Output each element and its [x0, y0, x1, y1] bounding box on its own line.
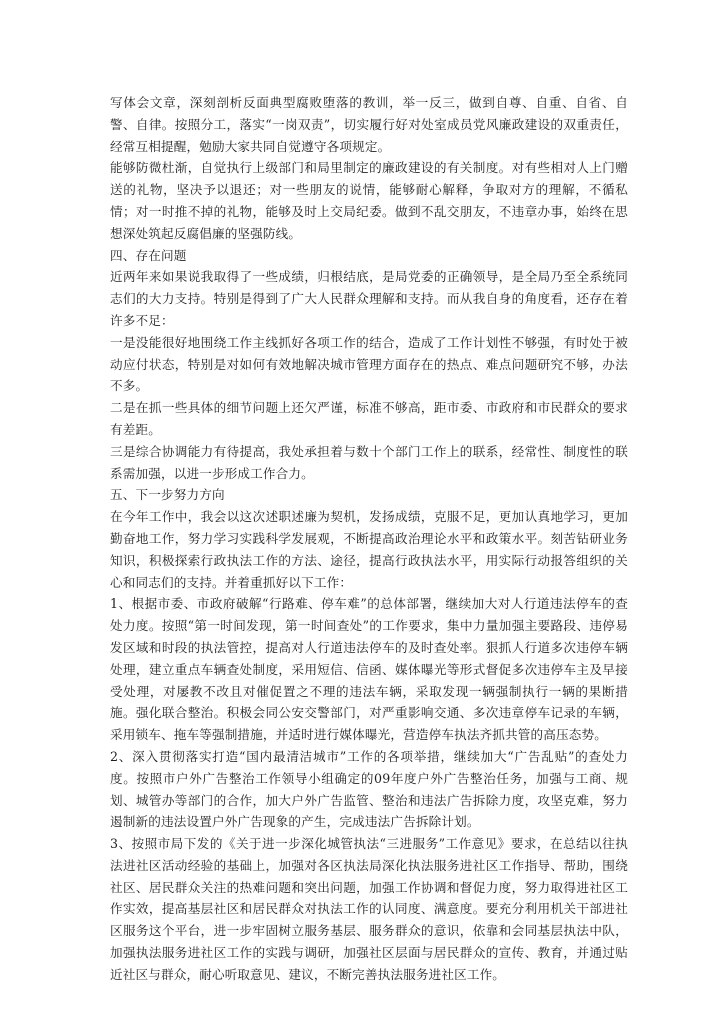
paragraph-problem-one: 一是没能很好地围绕工作主线抓好各项工作的结合，造成了工作计划性不够强，有时处于被动应付状态，特别是对如何有效地解决城市管理方面存在的热点、难点问题研究不够，办法不多。	[110, 334, 628, 394]
paragraph-task-two: 2、深入贯彻落实打造“国内最清洁城市”工作的各项举措，继续加大“广告乱贴”的查处力度。按照市户外广告整治工作领导小组确定的09年度户外广告整治任务，加强与工商、规划、城管办等部门的合作，加大户外广告监管、整治和违法广告拆除力度，攻坚克难，努力遏制新的违法设置户外广告现象的产生，完成违法广告拆除计划。	[110, 748, 628, 830]
section-heading-next-steps: 五、下一步努力方向	[110, 487, 225, 503]
paragraph-problem-three: 三是综合协调能力有待提高，我处承担着与数十个部门工作上的联系，经常性、制度性的联系需加强，以进一步形成工作合力。	[110, 443, 628, 481]
paragraph-integrity-study: 写体会文章，深刻剖析反面典型腐败堕落的教训，举一反三，做到自尊、自重、自省、自警、自律。按照分工，落实“一岗双责”，切实履行好对处室成员党风廉政建设的双重责任，经常互相提醒，勉励大家共同自觉遵守各项规定。	[110, 95, 628, 154]
paragraph-task-one: 1、根据市委、市政府破解“行路难、停车难”的总体部署，继续加大对人行道违法停车的查处力度。按照“第一时间发现，第一时间查处”的工作要求，集中力量加强主要路段、违停易发区域和时段的执法管控，提高对人行道违法停车的及时查处率。狠抓人行道多次违停车辆处理，建立重点车辆查处制度，采用短信、信函、媒体曝光等形式督促多次违停车主及早接受处理，对屡教不改且对催促置之不理的违法车辆，采取发现一辆强制执行一辆的果断措施。强化联合整治。积极会同公安交警部门，对严重影响交通、多次违章停车记录的车辆，采用锁车、拖车等强制措施，并适时进行媒体曝光，营造停车执法齐抓共管的高压态势。	[110, 596, 628, 743]
section-heading-problems: 四、存在问题	[110, 247, 187, 263]
paragraph-problems-intro: 近两年来如果说我取得了一些成绩，归根结底，是局党委的正确领导，是全局乃至全系统同志们的大力支持。特别是得到了广大人民群众理解和支持。而从我自身的角度看，还存在着许多不足：	[110, 269, 628, 328]
document-body	[110, 92, 628, 986]
paragraph-next-steps-intro: 在今年工作中，我会以这次述职述廉为契机，发扬成绩，克服不足，更加认真地学习，更加勤奋地工作，努力学习实践科学发展观，不断提高政治理论水平和政策水平。刻苦钻研业务知识，积极探索行政执法工作的方法、途径，提高行政执法水平，用实际行动报答组织的关心和同志们的支持。并着重抓好以下工作：	[110, 509, 628, 590]
paragraph-task-three: 3、按照市局下发的《关于进一步深化城管执法“三进服务”工作意见》要求，在总结以往执法进社区活动经验的基础上，加强对各区执法局深化执法服务进社区工作指导、帮助，围绕社区、居民群众关注的热难问题和突出问题，加强工作协调和督促力度，努力取得进社区工作实效，提高基层社区和居民群众对执法工作的认同度、满意度。要充分利用机关干部进社区服务这个平台，进一步牢固树立服务基层、服务群众的意识，依靠和会同基层执法中队，加强执法服务进社区工作的实践与调研，加强社区层面与居民群众的宣传、教育，并通过贴近社区与群众，耐心听取意见、建议，不断完善执法服务进社区工作。	[110, 836, 628, 982]
paragraph-problem-two: 二是在抓一些具体的细节问题上还欠严谨，标准不够高，距市委、市政府和市民群众的要求有差距。	[110, 400, 628, 437]
paragraph-anti-corruption: 能够防微杜渐，自觉执行上级部门和局里制定的廉政建设的有关制度。对有些相对人上门赠送的礼物，坚决予以退还；对一些朋友的说情，能够耐心解释，争取对方的理解，不循私情；对一时推不掉的礼物，能够及时上交局纪委。做到不乱交朋友，不违章办事，始终在思想深处筑起反腐倡廉的坚强防线。	[110, 160, 628, 241]
